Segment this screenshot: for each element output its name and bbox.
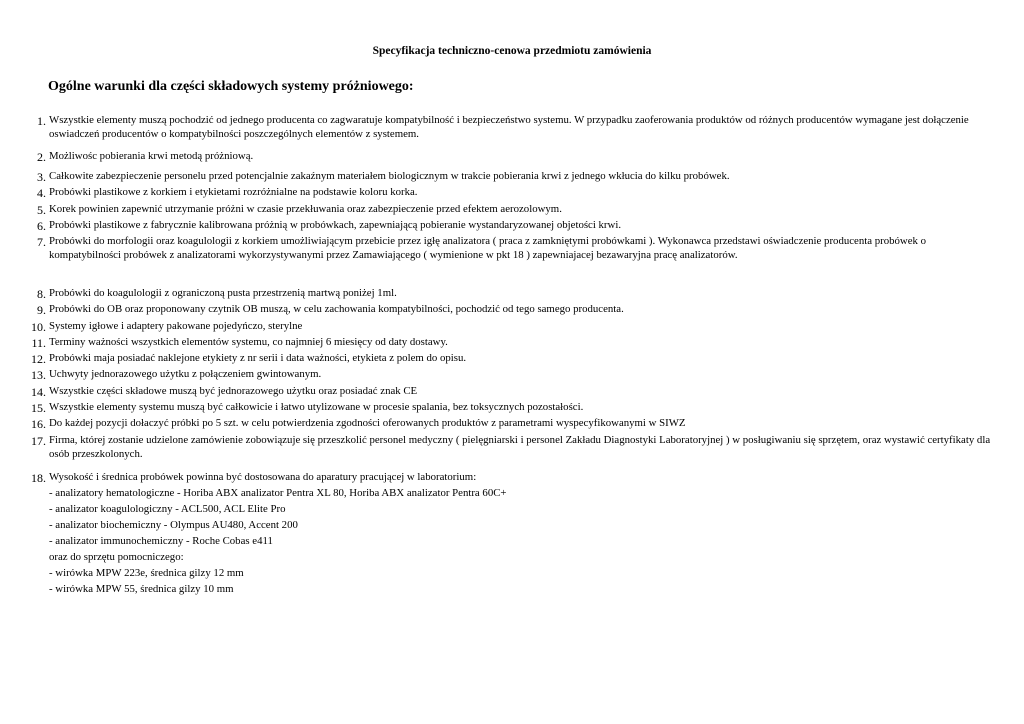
item-text: Wszystkie elementy systemu muszą być całkowicie i łatwo utylizowane w procesie spalania, bez toksycznych pozostałości. — [49, 401, 584, 413]
item-text: Probówki do morfologii oraz koagulologii z korkiem umożliwiającym przebicie przez igłę analizatora ( praca z zamkniętymi probówkami ). Wykonawca przedstawi oświadczenie producenta probówek o kompatybilności probówek z analizatorami wykorzystywanymi przez Zamawiającego ( wymienione w pkt 18 ) zapewniajacej bezawaryjna pracę analizatorów. — [49, 235, 926, 261]
item-text: Wysokość i średnica probówek powinna być dostosowana do aparatury pracującej w laboratorium: — [49, 471, 477, 483]
sub-line: oraz do sprzętu pomocniczego: — [49, 551, 184, 563]
sub-line: - analizator immunochemiczny - Roche Cobas e411 — [49, 535, 273, 547]
item-text: Wszystkie elementy muszą pochodzić od jednego producenta co zagwaratuje kompatybilność i bezpieczeństwo systemu. W przypadku zaoferowania produktów od różnych producentów wymagane jest dołączenie oswiadczeń producentów o kompatybilności poszczególnych elementów z systemem. — [49, 114, 969, 140]
item-number: 9. — [37, 303, 46, 317]
item-text: Systemy igłowe i adaptery pakowane pojedyńczo, sterylne — [49, 320, 303, 332]
item-number: 13. — [31, 368, 46, 382]
item-number: 4. — [37, 186, 46, 200]
item-text: Probówki do koagulologii z ograniczoną pusta przestrzenią martwą poniżej 1ml. — [49, 287, 397, 299]
item-text: Probówki maja posiadać naklejone etykiety z nr serii i data ważności, etykieta z polem do opisu. — [49, 352, 467, 364]
item-number: 12. — [31, 352, 46, 366]
item-text: Całkowite zabezpieczenie personelu przed potencjalnie zakaźnym materiałem biologicznym w trakcie pobierania krwi z jednego wkłucia do kilku probówek. — [49, 170, 730, 182]
item-text-block — [49, 470, 995, 596]
sub-line: - analizator koagulologiczny - ACL500, ACL Elite Pro — [49, 503, 286, 515]
item-number: 10. — [31, 320, 46, 334]
item-text: Terminy ważności wszystkich elementów systemu, co najmniej 6 miesięcy od daty dostawy. — [49, 336, 448, 348]
item-text: Probówki plastikowe z korkiem i etykietami rozróżnialne na podstawie koloru korka. — [49, 186, 418, 198]
item-text: Firma, której zostanie udzielone zamówienie zobowiązuje się przeszkolić personel medyczny ( pielęgniarski i personel Zakładu Diagnostyki Laboratoryjnej ) w posługiwaniu się sprzętem, oraz wystawić certyfikaty dla osób przeszkolonych. — [49, 434, 991, 460]
sub-line: - analizator biochemiczny - Olympus AU480, Accent 200 — [49, 519, 298, 531]
item-number: 15. — [31, 401, 46, 415]
section-subtitle: Ogólne warunki dla części składowych systemy próżniowego: — [48, 79, 414, 94]
sub-line: - wirówka MPW 55, średnica gilzy 10 mm — [49, 583, 234, 595]
item-number: 17. — [31, 434, 46, 448]
sub-line: - wirówka MPW 223e, średnica gilzy 12 mm — [49, 567, 244, 579]
item-text: Korek powinien zapewnić utrzymanie próżni w czasie przekłuwania oraz zabezpieczenie przed efektem aerozolowym. — [49, 203, 562, 215]
item-text: Do każdej pozycji dołaczyć próbki po 5 szt. w celu potwierdzenia zgodności oferowanych produktów z parametrami wyspecyfikowanymi w SIWZ — [49, 417, 686, 429]
item-number: 7. — [37, 235, 46, 249]
item-text: Możliwośc pobierania krwi metodą próżniową. — [49, 150, 254, 162]
item-number: 2. — [37, 150, 46, 164]
item-number: 8. — [37, 287, 46, 301]
item-text: Uchwyty jednorazowego użytku z połączeniem gwintowanym. — [49, 368, 322, 380]
item-number: 16. — [31, 417, 46, 431]
item-number: 18. — [31, 471, 46, 485]
item-number: 3. — [37, 170, 46, 184]
item-number: 6. — [37, 219, 46, 233]
sub-line: - analizatory hematologiczne - Horiba ABX analizator Pentra XL 80, Horiba ABX analizator Pentra 60C+ — [49, 487, 507, 499]
item-text: Probówki plastikowe z fabrycznie kalibrowana próżnią w probówkach, zapewniającą pobieranie wystandaryzowanej objetości krwi. — [49, 219, 622, 231]
item-number: 11. — [31, 336, 46, 350]
document-title: Specyfikacja techniczno-cenowa przedmiotu zamówienia — [372, 45, 652, 57]
item-text: Probówki do OB oraz proponowany czytnik OB muszą, w celu zachowania kompatybilności, pochodzić od tego samego producenta. — [49, 303, 624, 315]
item-text: Wszystkie części składowe muszą być jednorazowego użytku oraz posiadać znak CE — [49, 385, 418, 397]
item-number: 5. — [37, 203, 46, 217]
item-number: 14. — [31, 385, 46, 399]
item-number: 1. — [37, 114, 46, 128]
